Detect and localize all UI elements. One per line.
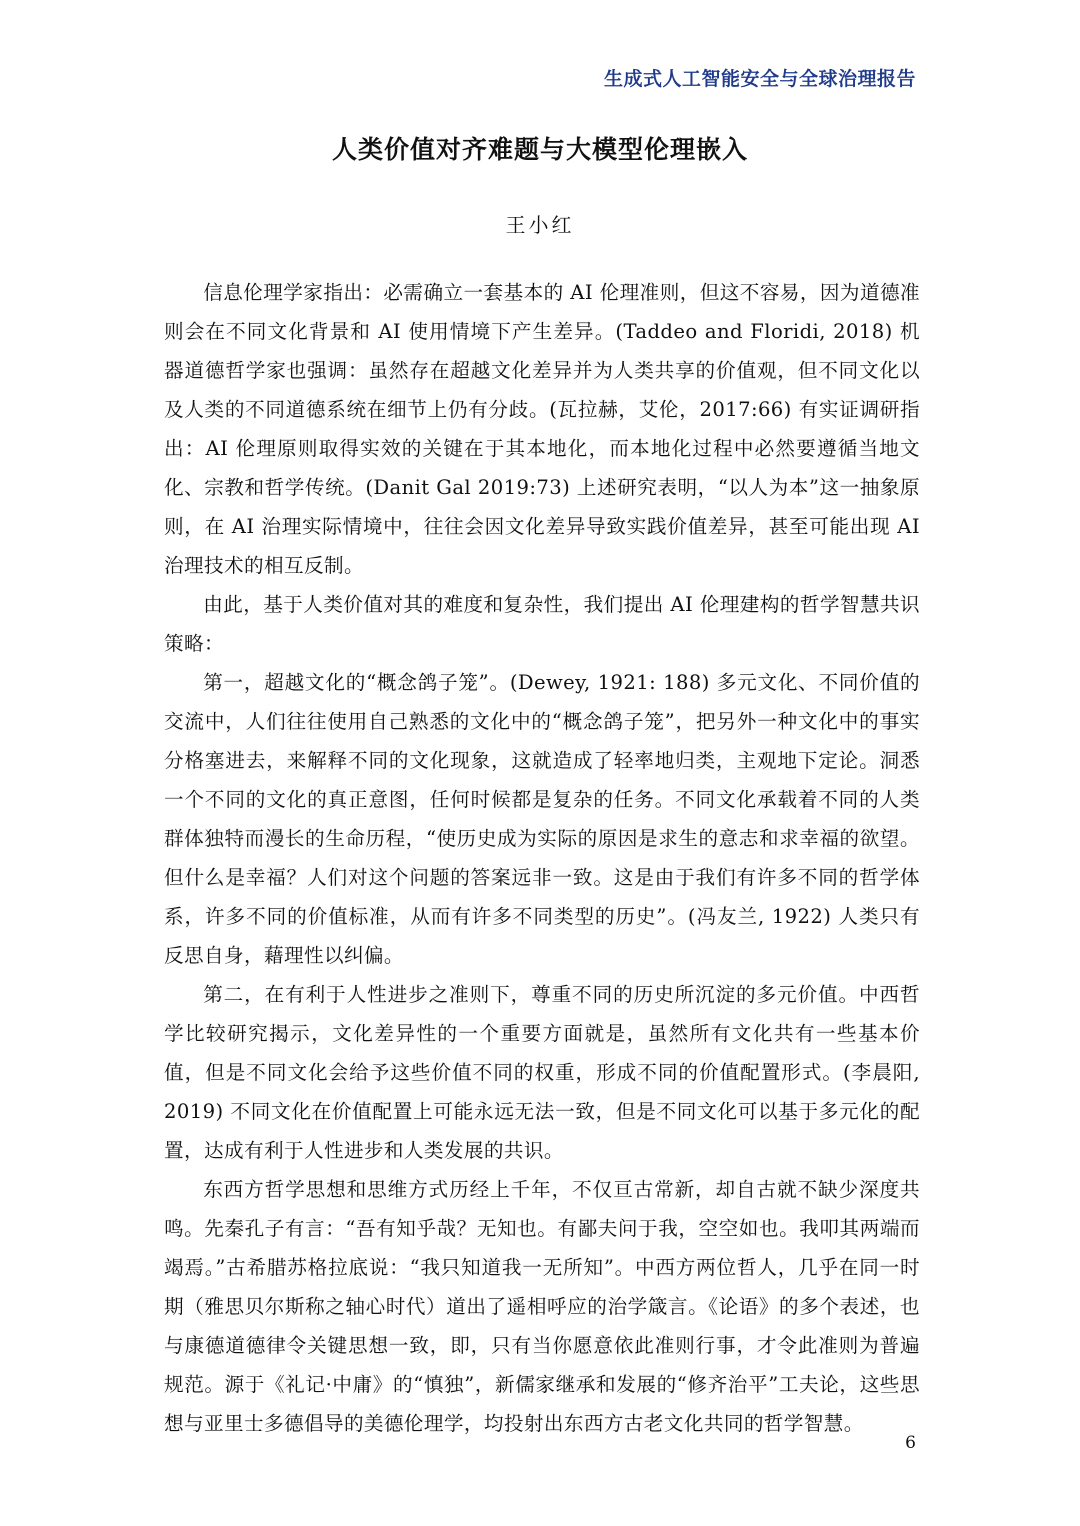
paragraph: 信息伦理学家指出：必需确立一套基本的 AI 伦理准则，但这不容易，因为道德准则会在不同文化背景和 AI 使用情境下产生差异。(Taddeo and Floridi, 2018) 机器道德哲学家也强调：虽然存在超越文化差异并为人类共享的价值观，但不同文化以及人类的不同道德系统在细节上仍有分歧。(瓦拉赫，艾伦，2017:66) 有实证调研指出：AI 伦理原则取得实效的关键在于其本地化，而本地化过程中必然要遵循当地文化、宗教和哲学传统。(Danit Gal 2019:73) 上述研究表明，“以人为本”这一抽象原则，在 AI 治理实际情境中，往往会因文化差异导致实践价值差异，甚至可能出现 AI 治理技术的相互反制。 [164, 281, 920, 577]
paragraph: 第二，在有利于人性进步之准则下，尊重不同的历史所沉淀的多元价值。中西哲学比较研究揭示，文化差异性的一个重要方面就是，虽然所有文化共有一些基本价值，但是不同文化会给予这些价值不同的权重，形成不同的价值配置形式。(李晨阳, 2019) 不同文化在价值配置上可能永远无法一致，但是不同文化可以基于多元化的配置，达成有利于人性进步和人类发展的共识。 [164, 983, 920, 1162]
paragraph: 东西方哲学思想和思维方式历经上千年，不仅亘古常新，却自古就不缺少深度共鸣。先秦孔子有言：“吾有知乎哉？无知也。有鄙夫问于我，空空如也。我叩其两端而竭焉。”古希腊苏格拉底说：“我只知道我一无所知”。中西方两位哲人，几乎在同一时期（雅思贝尔斯称之轴心时代）道出了遥相呼应的治学箴言。《论语》的多个表述，也与康德道德律令关键思想一致，即，只有当你愿意依此准则行事，才令此准则为普遍规范。源于《礼记·中庸》的“慎独”，新儒家继承和发展的“修齐治平”工夫论，这些思想与亚里士多德倡导的美德伦理学，均投射出东西方古老文化共同的哲学智慧。 [164, 1178, 920, 1435]
paragraph: 第一，超越文化的“概念鸽子笼”。(Dewey, 1921: 188) 多元文化、不同价值的交流中，人们往往使用自己熟悉的文化中的“概念鸽子笼”，把另外一种文化中的事实分格塞进去，来解释不同的文化现象，这就造成了轻率地归类，主观地下定论。洞悉一个不同的文化的真正意图，任何时候都是复杂的任务。不同文化承载着不同的人类群体独特而漫长的生命历程，“使历史成为实际的原因是求生的意志和求幸福的欲望。但什么是幸福？人们对这个问题的答案远非一致。这是由于我们有许多不同的哲学体系，许多不同的价值标准，从而有许多不同类型的历史”。(冯友兰, 1922) 人类只有反思自身，藉理性以纠偏。 [164, 671, 920, 967]
paragraph: 由此，基于人类价值对其的难度和复杂性，我们提出 AI 伦理建构的哲学智慧共识策略： [164, 593, 920, 655]
article-title: 人类价值对齐难题与大模型伦理嵌入 [331, 135, 748, 164]
page-number: 6 [905, 1433, 916, 1453]
article-author: 王小红 [505, 213, 575, 237]
running-header: 生成式人工智能安全与全球治理报告 [603, 68, 916, 90]
article-body [164, 273, 920, 1443]
